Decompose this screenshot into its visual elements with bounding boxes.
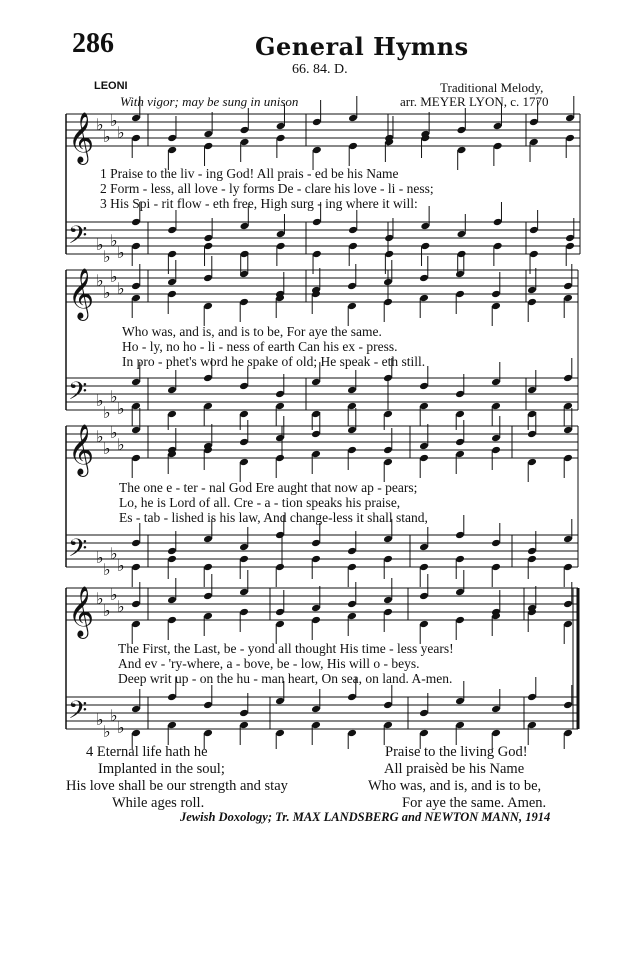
- lyric-line: 3 His Spi - rit flow - eth free, High surg - ing where it will:: [100, 196, 418, 211]
- lyric-line: 1 Praise to the liv - ing God! All prais - ed be his Name: [100, 166, 399, 181]
- flat-sign-icon: ♭: [117, 243, 125, 262]
- hymn-number: 286: [72, 28, 114, 59]
- flat-sign-icon: ♭: [103, 560, 111, 579]
- bass-clef-icon: 𝄢: [68, 534, 88, 569]
- attribution: Jewish Doxology; Tr. MAX LANDSBERG and NEWTON MANN, 1914: [180, 810, 551, 824]
- flat-sign-icon: ♭: [117, 718, 125, 737]
- melody-credit: Traditional Melody,: [440, 80, 544, 95]
- flat-sign-icon: ♭: [96, 710, 104, 729]
- lyric-line: Deep writ up - on the hu - man heart, On sea, on land. A-men.: [118, 671, 453, 686]
- lyric-line: Who was, and is, and is to be, For aye the same.: [122, 324, 382, 339]
- flat-sign-icon: ♭: [96, 391, 104, 410]
- flat-sign-icon: ♭: [96, 115, 104, 134]
- flat-sign-icon: ♭: [117, 123, 125, 142]
- flat-sign-icon: ♭: [117, 279, 125, 298]
- stanza4-line: For aye the same. Amen.: [402, 795, 547, 811]
- tune-name: LEONI: [94, 80, 128, 92]
- treble-clef-icon: 𝄞: [68, 268, 95, 319]
- flat-sign-icon: ♭: [96, 235, 104, 254]
- flat-sign-icon: ♭: [103, 601, 111, 620]
- lyric-line: And ev - 'ry-where, a - bove, be - low, His will o - beys.: [118, 656, 420, 671]
- flat-sign-icon: ♭: [110, 544, 118, 563]
- bass-clef-icon: 𝄢: [68, 696, 88, 731]
- section-title: General Hymns: [255, 32, 469, 61]
- treble-clef-icon: 𝄞: [68, 586, 95, 637]
- stanza4-line: Implanted in the soul;: [98, 761, 225, 777]
- flat-sign-icon: ♭: [110, 387, 118, 406]
- meter: 66. 84. D.: [292, 62, 348, 77]
- flat-sign-icon: ♭: [110, 585, 118, 604]
- lyric-line: In pro - phet's word he spake of old; He speak - eth still.: [122, 354, 426, 369]
- flat-sign-icon: ♭: [110, 706, 118, 725]
- lyric-line: 2 Form - less, all love - ly forms De - clare his love - li - ness;: [100, 181, 434, 196]
- flat-sign-icon: ♭: [117, 597, 125, 616]
- lyric-line: Lo, he is Lord of all. Cre - a - tion speaks his praise,: [119, 495, 401, 510]
- tempo-marking: With vigor; may be sung in unison: [120, 94, 299, 109]
- flat-sign-icon: ♭: [117, 399, 125, 418]
- stanza4-line: While ages roll.: [112, 795, 205, 811]
- flat-sign-icon: ♭: [96, 548, 104, 567]
- lyric-line: The First, the Last, be - yond all thought His time - less years!: [118, 641, 454, 656]
- treble-clef-icon: 𝄞: [68, 424, 95, 475]
- flat-sign-icon: ♭: [110, 423, 118, 442]
- stanza4-line: Who was, and is, and is to be,: [368, 778, 542, 794]
- flat-sign-icon: ♭: [103, 439, 111, 458]
- stanza4-line: Praise to the living God!: [385, 744, 528, 760]
- flat-sign-icon: ♭: [103, 722, 111, 741]
- bass-clef-icon: 𝄢: [68, 221, 88, 256]
- flat-sign-icon: ♭: [110, 231, 118, 250]
- flat-sign-icon: ♭: [117, 435, 125, 454]
- flat-sign-icon: ♭: [103, 283, 111, 302]
- lyric-line: The one e - ter - nal God Ere aught that now ap - pears;: [119, 480, 418, 495]
- flat-sign-icon: ♭: [103, 127, 111, 146]
- lyric-line: Es - tab - lished is his law, And change-less it shall stand,: [119, 510, 428, 525]
- flat-sign-icon: ♭: [110, 267, 118, 286]
- flat-sign-icon: ♭: [96, 427, 104, 446]
- treble-clef-icon: 𝄞: [68, 112, 95, 163]
- arranger-credit: arr. MEYER LYON, c. 1770: [400, 94, 549, 109]
- flat-sign-icon: ♭: [110, 111, 118, 130]
- lyric-line: Ho - ly, no ho - li - ness of earth Can his ex - press.: [122, 339, 398, 354]
- flat-sign-icon: ♭: [103, 403, 111, 422]
- flat-sign-icon: ♭: [96, 589, 104, 608]
- flat-sign-icon: ♭: [103, 247, 111, 266]
- flat-sign-icon: ♭: [96, 271, 104, 290]
- stanza4-line: 4 Eternal life hath he: [86, 744, 208, 760]
- stanza4-line: All praisèd be his Name: [384, 761, 525, 777]
- stanza4-line: His love shall be our strength and stay: [66, 778, 288, 794]
- flat-sign-icon: ♭: [117, 556, 125, 575]
- bass-clef-icon: 𝄢: [68, 377, 88, 412]
